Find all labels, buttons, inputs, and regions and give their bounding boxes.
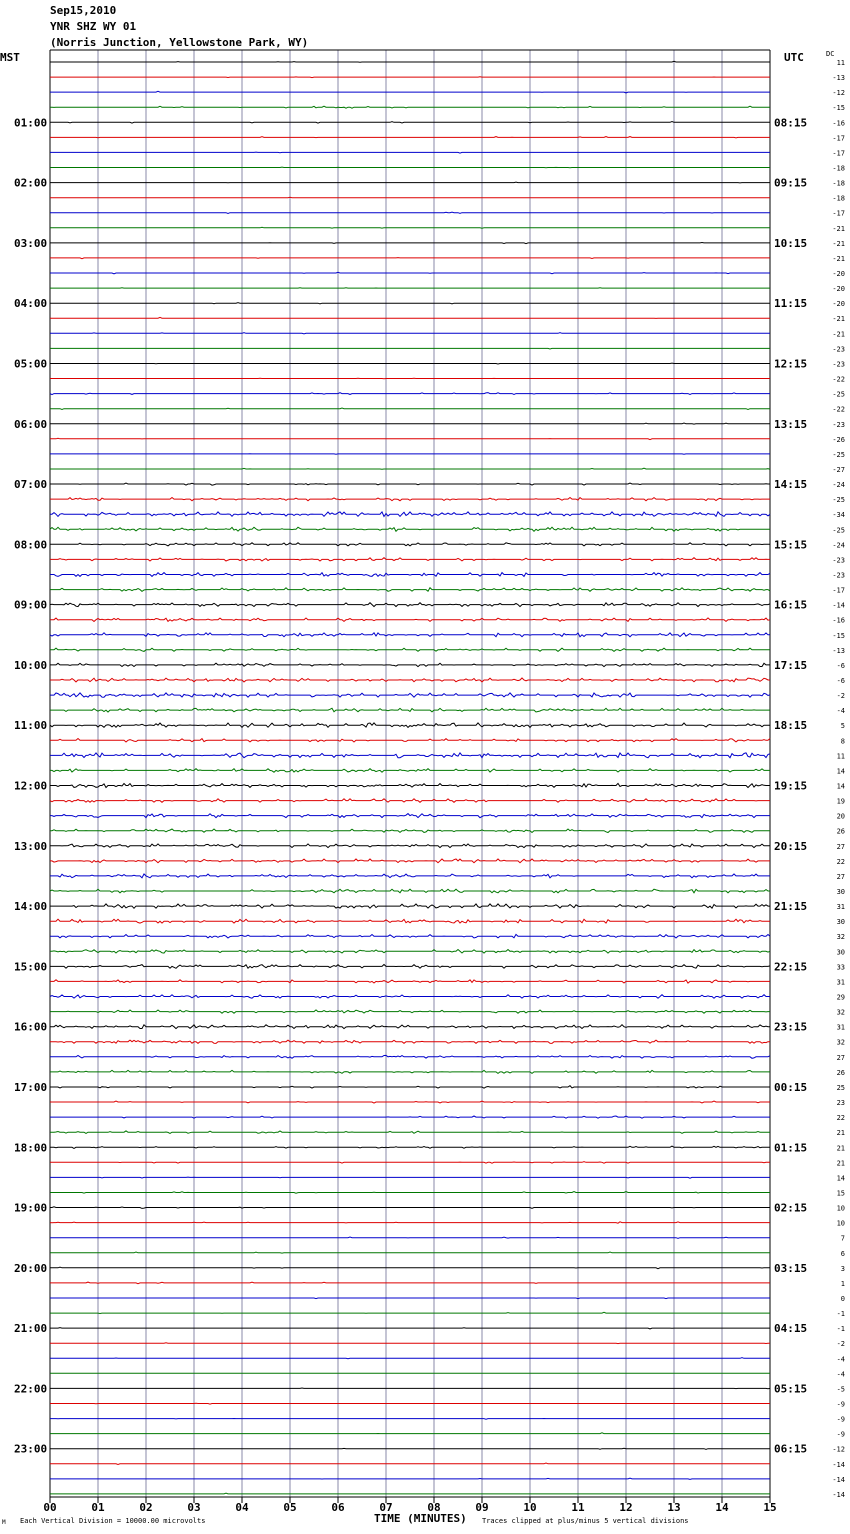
dc-offset-label: -13	[832, 74, 845, 83]
seismic-trace	[50, 1101, 770, 1103]
dc-offset-label: -21	[832, 224, 845, 233]
seismic-trace	[50, 1192, 770, 1194]
mst-hour-label: 18:00	[14, 1141, 48, 1155]
dc-offset-label: -18	[832, 164, 845, 173]
mst-hour-label: 19:00	[14, 1201, 48, 1215]
dc-offset-label: 30	[836, 948, 845, 957]
utc-hour-label: 03:15	[774, 1261, 808, 1275]
dc-offset-label: -23	[832, 420, 845, 429]
dc-offset-label: -23	[832, 360, 845, 369]
dc-offset-label: -25	[832, 496, 845, 505]
x-tick-label: 15	[763, 1501, 777, 1514]
seismic-trace	[50, 859, 770, 863]
dc-offset-label: -18	[832, 179, 845, 188]
x-axis-title: TIME (MINUTES)	[374, 1512, 467, 1525]
dc-offset-label: -17	[832, 134, 845, 143]
mst-hour-label: 14:00	[14, 900, 48, 914]
grid-layer	[50, 50, 770, 1503]
x-tick-label: 12	[619, 1501, 633, 1514]
mst-hour-label: 23:00	[14, 1442, 48, 1456]
dc-offset-label: -25	[832, 450, 845, 459]
dc-offset-label: -9	[836, 1430, 845, 1439]
utc-hour-label: 11:15	[774, 297, 808, 311]
dc-offset-label: -15	[832, 104, 845, 113]
mst-hour-label: 05:00	[14, 357, 48, 371]
seismic-trace	[50, 333, 770, 334]
left-axis-title: MST	[0, 51, 20, 64]
seismic-trace	[50, 934, 770, 938]
dc-offset-label: 10	[836, 1219, 845, 1228]
utc-hour-label: 01:15	[774, 1141, 808, 1155]
seismic-trace	[50, 61, 770, 62]
seismic-trace	[50, 889, 770, 893]
mst-hour-label: 15:00	[14, 960, 48, 974]
dc-offset-label: -24	[832, 481, 845, 490]
seismic-trace	[50, 950, 770, 954]
dc-offset-label: 14	[836, 767, 845, 776]
dc-offset-label: -23	[832, 556, 845, 565]
dc-offset-label: 8	[840, 737, 845, 746]
x-tick-label: 03	[187, 1501, 201, 1514]
mst-hour-label: 12:00	[14, 779, 48, 793]
utc-hour-label: 18:15	[774, 719, 808, 733]
footer-right-note: Traces clipped at plus/minus 5 vertical divisions	[482, 1517, 689, 1525]
seismic-trace	[50, 212, 770, 213]
seismic-trace	[50, 1040, 770, 1043]
dc-offset-label: 30	[836, 888, 845, 897]
dc-offset-label: -1	[836, 1310, 845, 1319]
seismic-trace	[50, 739, 770, 743]
seismic-trace	[50, 1070, 770, 1073]
utc-hour-label: 09:15	[774, 176, 808, 190]
mst-hour-label: 07:00	[14, 478, 48, 492]
dc-offset-label: -22	[832, 405, 845, 414]
seismic-trace	[50, 483, 770, 485]
dc-offset-label: -20	[832, 285, 845, 294]
seismic-trace	[50, 648, 770, 651]
seismic-trace	[50, 527, 770, 531]
right-axis-title: UTC	[784, 51, 804, 64]
dc-offset-label: 31	[836, 903, 845, 912]
header-location: (Norris Junction, Yellowstone Park, WY)	[50, 36, 309, 49]
dc-offset-label: 15	[836, 1189, 845, 1198]
mst-hour-label: 09:00	[14, 598, 48, 612]
seismic-trace	[50, 1086, 770, 1089]
dc-offset-label: -24	[832, 541, 845, 550]
x-tick-label: 01	[91, 1501, 105, 1514]
dc-offset-label: 22	[836, 1114, 845, 1123]
mst-hour-label: 02:00	[14, 176, 48, 190]
dc-offset-label: -25	[832, 390, 845, 399]
utc-hour-label: 10:15	[774, 236, 808, 250]
x-tick-label: 11	[571, 1501, 585, 1514]
dc-offset-label: 22	[836, 857, 845, 866]
utc-hour-label: 00:15	[774, 1080, 808, 1094]
seismic-trace	[50, 1463, 770, 1465]
dc-offset-label: -6	[836, 661, 845, 670]
mst-hour-label: 20:00	[14, 1261, 48, 1275]
x-tick-label: 06	[331, 1501, 345, 1514]
corner-mark: M	[2, 1519, 6, 1526]
dc-offset-label: 26	[836, 1068, 845, 1077]
dc-offset-label: -1	[836, 1325, 845, 1334]
seismic-trace	[50, 980, 770, 983]
seismic-trace	[50, 468, 770, 469]
seismic-trace	[50, 378, 770, 379]
utc-hour-label: 20:15	[774, 839, 808, 853]
dc-offset-label: 19	[836, 797, 845, 806]
dc-offset-label: -34	[832, 511, 845, 520]
dc-offset-label: 5	[840, 722, 845, 731]
dc-offset-label: 29	[836, 993, 845, 1002]
seismic-trace	[50, 1419, 770, 1420]
dc-offset-label: 21	[836, 1159, 845, 1168]
utc-hour-label: 13:15	[774, 417, 808, 431]
seismic-trace	[50, 363, 770, 364]
seismic-trace	[50, 454, 770, 455]
mst-hour-label: 04:00	[14, 297, 48, 311]
seismic-trace	[50, 965, 770, 969]
dc-offset-label: -12	[832, 1445, 845, 1454]
x-tick-label: 10	[523, 1501, 537, 1514]
x-tick-label: 14	[715, 1501, 729, 1514]
dc-offset-label: 21	[836, 1129, 845, 1138]
dc-offset-label: 33	[836, 963, 845, 972]
dc-offset-label: 1	[840, 1279, 845, 1288]
dc-offset-label: 32	[836, 1008, 845, 1017]
dc-offset-label: 27	[836, 872, 845, 881]
dc-offset-label: 27	[836, 842, 845, 851]
mst-hour-label: 11:00	[14, 719, 48, 733]
seismic-trace	[50, 1403, 770, 1404]
seismic-trace	[50, 1343, 770, 1344]
utc-hour-label: 15:15	[774, 538, 808, 552]
seismic-trace	[50, 1116, 770, 1118]
seismic-trace	[50, 618, 770, 622]
header-date: Sep15,2010	[50, 4, 117, 17]
dc-offset-label: 7	[840, 1234, 845, 1243]
x-tick-label: 04	[235, 1501, 249, 1514]
dc-offset-label: 32	[836, 1038, 845, 1047]
seismic-trace	[50, 1282, 770, 1284]
dc-offset-label: -13	[832, 646, 845, 655]
mst-hour-label: 03:00	[14, 236, 48, 250]
seismic-trace	[50, 814, 770, 818]
dc-offset-label: -9	[836, 1400, 845, 1409]
seismic-trace	[50, 693, 770, 697]
trace-layer	[50, 61, 770, 1494]
dc-offset-label: 6	[840, 1249, 845, 1258]
seismic-trace	[50, 122, 770, 124]
utc-hour-label: 16:15	[774, 598, 808, 612]
dc-offset-label: -20	[832, 300, 845, 309]
seismic-trace	[50, 258, 770, 259]
utc-hour-label: 06:15	[774, 1442, 808, 1456]
seismic-trace	[50, 799, 770, 803]
seismic-trace	[50, 1207, 770, 1209]
dc-offset-label: 11	[836, 752, 845, 761]
seismic-trace	[50, 844, 770, 848]
seismic-trace	[50, 393, 770, 395]
utc-hour-label: 08:15	[774, 116, 808, 130]
seismic-trace	[50, 167, 770, 168]
x-tick-label: 08	[427, 1501, 441, 1514]
seismic-trace	[50, 573, 770, 577]
utc-hour-label: 12:15	[774, 357, 808, 371]
x-tick-label: 13	[667, 1501, 681, 1514]
dc-offset-label: 30	[836, 918, 845, 927]
seismic-trace	[50, 995, 770, 999]
dc-offset-label: -26	[832, 435, 845, 444]
seismic-trace	[50, 1478, 770, 1479]
dc-offset-label: -21	[832, 315, 845, 324]
seismic-trace	[50, 1388, 770, 1389]
dc-offset-label: 25	[836, 1083, 845, 1092]
dc-offset-label: -20	[832, 270, 845, 279]
seismic-trace	[50, 182, 770, 183]
header-station: YNR SHZ WY 01	[50, 20, 137, 33]
mst-hour-label: 21:00	[14, 1322, 48, 1336]
seismic-trace	[50, 543, 770, 546]
dc-offset-label: 31	[836, 1023, 845, 1032]
dc-offset-label: -14	[832, 1475, 845, 1484]
seismic-trace	[50, 498, 770, 501]
dc-title: DC	[826, 50, 835, 58]
dc-offset-label: -21	[832, 254, 845, 263]
seismic-trace	[50, 317, 770, 318]
utc-hour-label: 23:15	[774, 1020, 808, 1034]
seismic-trace	[50, 783, 770, 787]
seismic-trace	[50, 829, 770, 833]
x-tick-label: 07	[379, 1501, 393, 1514]
seismic-trace	[50, 1055, 770, 1058]
dc-offset-label: -23	[832, 571, 845, 580]
x-tick-label: 05	[283, 1501, 297, 1514]
seismic-trace	[50, 1252, 770, 1253]
seismic-trace	[50, 152, 770, 153]
mst-hour-label: 10:00	[14, 658, 48, 672]
seismic-trace	[50, 769, 770, 773]
seismic-trace	[50, 603, 770, 607]
seismic-trace	[50, 1433, 770, 1434]
seismic-trace	[50, 408, 770, 410]
utc-hour-label: 14:15	[774, 478, 808, 492]
dc-offset-label: 14	[836, 782, 845, 791]
seismic-trace	[50, 723, 770, 728]
seismic-trace	[50, 1298, 770, 1299]
utc-hour-label: 19:15	[774, 779, 808, 793]
dc-offset-label: 32	[836, 933, 845, 942]
dc-offset-label: -22	[832, 375, 845, 384]
dc-offset-label: -21	[832, 330, 845, 339]
seismic-trace	[50, 1448, 770, 1449]
seismic-trace	[50, 243, 770, 244]
dc-offset-label: 31	[836, 978, 845, 987]
seismic-trace	[50, 137, 770, 138]
seismic-trace	[50, 1025, 770, 1029]
dc-offset-label: 3	[840, 1264, 845, 1273]
dc-offset-label: -14	[832, 1460, 845, 1469]
dc-offset-label: -2	[836, 692, 845, 701]
seismic-trace	[50, 904, 770, 908]
x-tick-label: 02	[139, 1501, 153, 1514]
seismic-trace	[50, 558, 770, 561]
mst-hour-label: 06:00	[14, 417, 48, 431]
seismic-trace	[50, 303, 770, 304]
seismic-trace	[50, 1493, 770, 1494]
mst-hour-label: 13:00	[14, 839, 48, 853]
seismic-trace	[50, 1010, 770, 1013]
dc-offset-label: 20	[836, 812, 845, 821]
mst-hour-label: 16:00	[14, 1020, 48, 1034]
dc-offset-label: 10	[836, 1204, 845, 1213]
seismic-trace	[50, 106, 770, 108]
mst-hour-label: 22:00	[14, 1382, 48, 1396]
x-tick-label: 00	[43, 1501, 57, 1514]
dc-offset-label: -6	[836, 676, 845, 685]
mst-hour-label: 17:00	[14, 1080, 48, 1094]
dc-offset-label: -16	[832, 119, 845, 128]
dc-offset-label: -9	[836, 1415, 845, 1424]
seismic-trace	[50, 1177, 770, 1178]
seismic-trace	[50, 1267, 770, 1269]
utc-hour-label: 02:15	[774, 1201, 808, 1215]
seismic-trace	[50, 678, 770, 682]
seismic-trace	[50, 753, 770, 758]
dc-offset-label: -4	[836, 707, 845, 716]
seismic-trace	[50, 874, 770, 878]
seismic-trace	[50, 588, 770, 592]
seismic-trace	[50, 1131, 770, 1134]
dc-offset-label: -12	[832, 89, 845, 98]
dc-offset-label: -21	[832, 239, 845, 248]
dc-offset-label: -5	[836, 1385, 845, 1394]
seismic-trace	[50, 512, 770, 517]
seismic-trace	[50, 272, 770, 274]
dc-offset-label: -23	[832, 345, 845, 354]
seismic-trace	[50, 438, 770, 439]
mst-hour-label: 08:00	[14, 538, 48, 552]
dc-offset-label: 23	[836, 1099, 845, 1108]
mst-hour-label: 01:00	[14, 116, 48, 130]
seismic-trace	[50, 1312, 770, 1313]
seismic-trace	[50, 227, 770, 228]
dc-offset-label: 21	[836, 1144, 845, 1153]
dc-offset-label: 11	[836, 59, 845, 67]
seismic-trace	[50, 1328, 770, 1329]
seismic-trace	[50, 348, 770, 349]
utc-hour-label: 04:15	[774, 1322, 808, 1336]
dc-offset-label: -17	[832, 209, 845, 218]
dc-offset-label: -17	[832, 149, 845, 158]
seismic-trace	[50, 1162, 770, 1164]
seismic-trace	[50, 633, 770, 637]
dc-offset-label: -14	[832, 1490, 845, 1499]
seismic-trace	[50, 708, 770, 712]
seismic-trace	[50, 1146, 770, 1148]
seismic-trace	[50, 919, 770, 923]
dc-offset-label: -15	[832, 631, 845, 640]
dc-offset-label: -25	[832, 526, 845, 535]
dc-offset-label: -4	[836, 1355, 845, 1364]
label-layer	[14, 59, 845, 1514]
utc-hour-label: 21:15	[774, 900, 808, 914]
dc-offset-label: -17	[832, 586, 845, 595]
footer-left-note: Each Vertical Division = 10000.00 microvolts	[20, 1517, 206, 1525]
dc-offset-label: 0	[840, 1294, 845, 1303]
dc-offset-label: -18	[832, 194, 845, 203]
seismic-trace	[50, 91, 770, 93]
seismic-trace	[50, 663, 770, 666]
utc-hour-label: 17:15	[774, 658, 808, 672]
dc-offset-label: -4	[836, 1370, 845, 1379]
seismic-trace	[50, 1358, 770, 1359]
dc-offset-label: -27	[832, 465, 845, 474]
seismic-trace	[50, 1222, 770, 1223]
dc-offset-label: 27	[836, 1053, 845, 1062]
dc-offset-label: -14	[832, 601, 845, 610]
utc-hour-label: 05:15	[774, 1382, 808, 1396]
utc-hour-label: 22:15	[774, 960, 808, 974]
seismic-trace	[50, 1237, 770, 1238]
seismic-trace	[50, 423, 770, 424]
dc-offset-label: -2	[836, 1340, 845, 1349]
dc-offset-label: 26	[836, 827, 845, 836]
x-tick-label: 09	[475, 1501, 489, 1514]
dc-offset-label: 14	[836, 1174, 845, 1183]
dc-offset-label: -16	[832, 616, 845, 625]
seismic-trace	[50, 77, 770, 78]
